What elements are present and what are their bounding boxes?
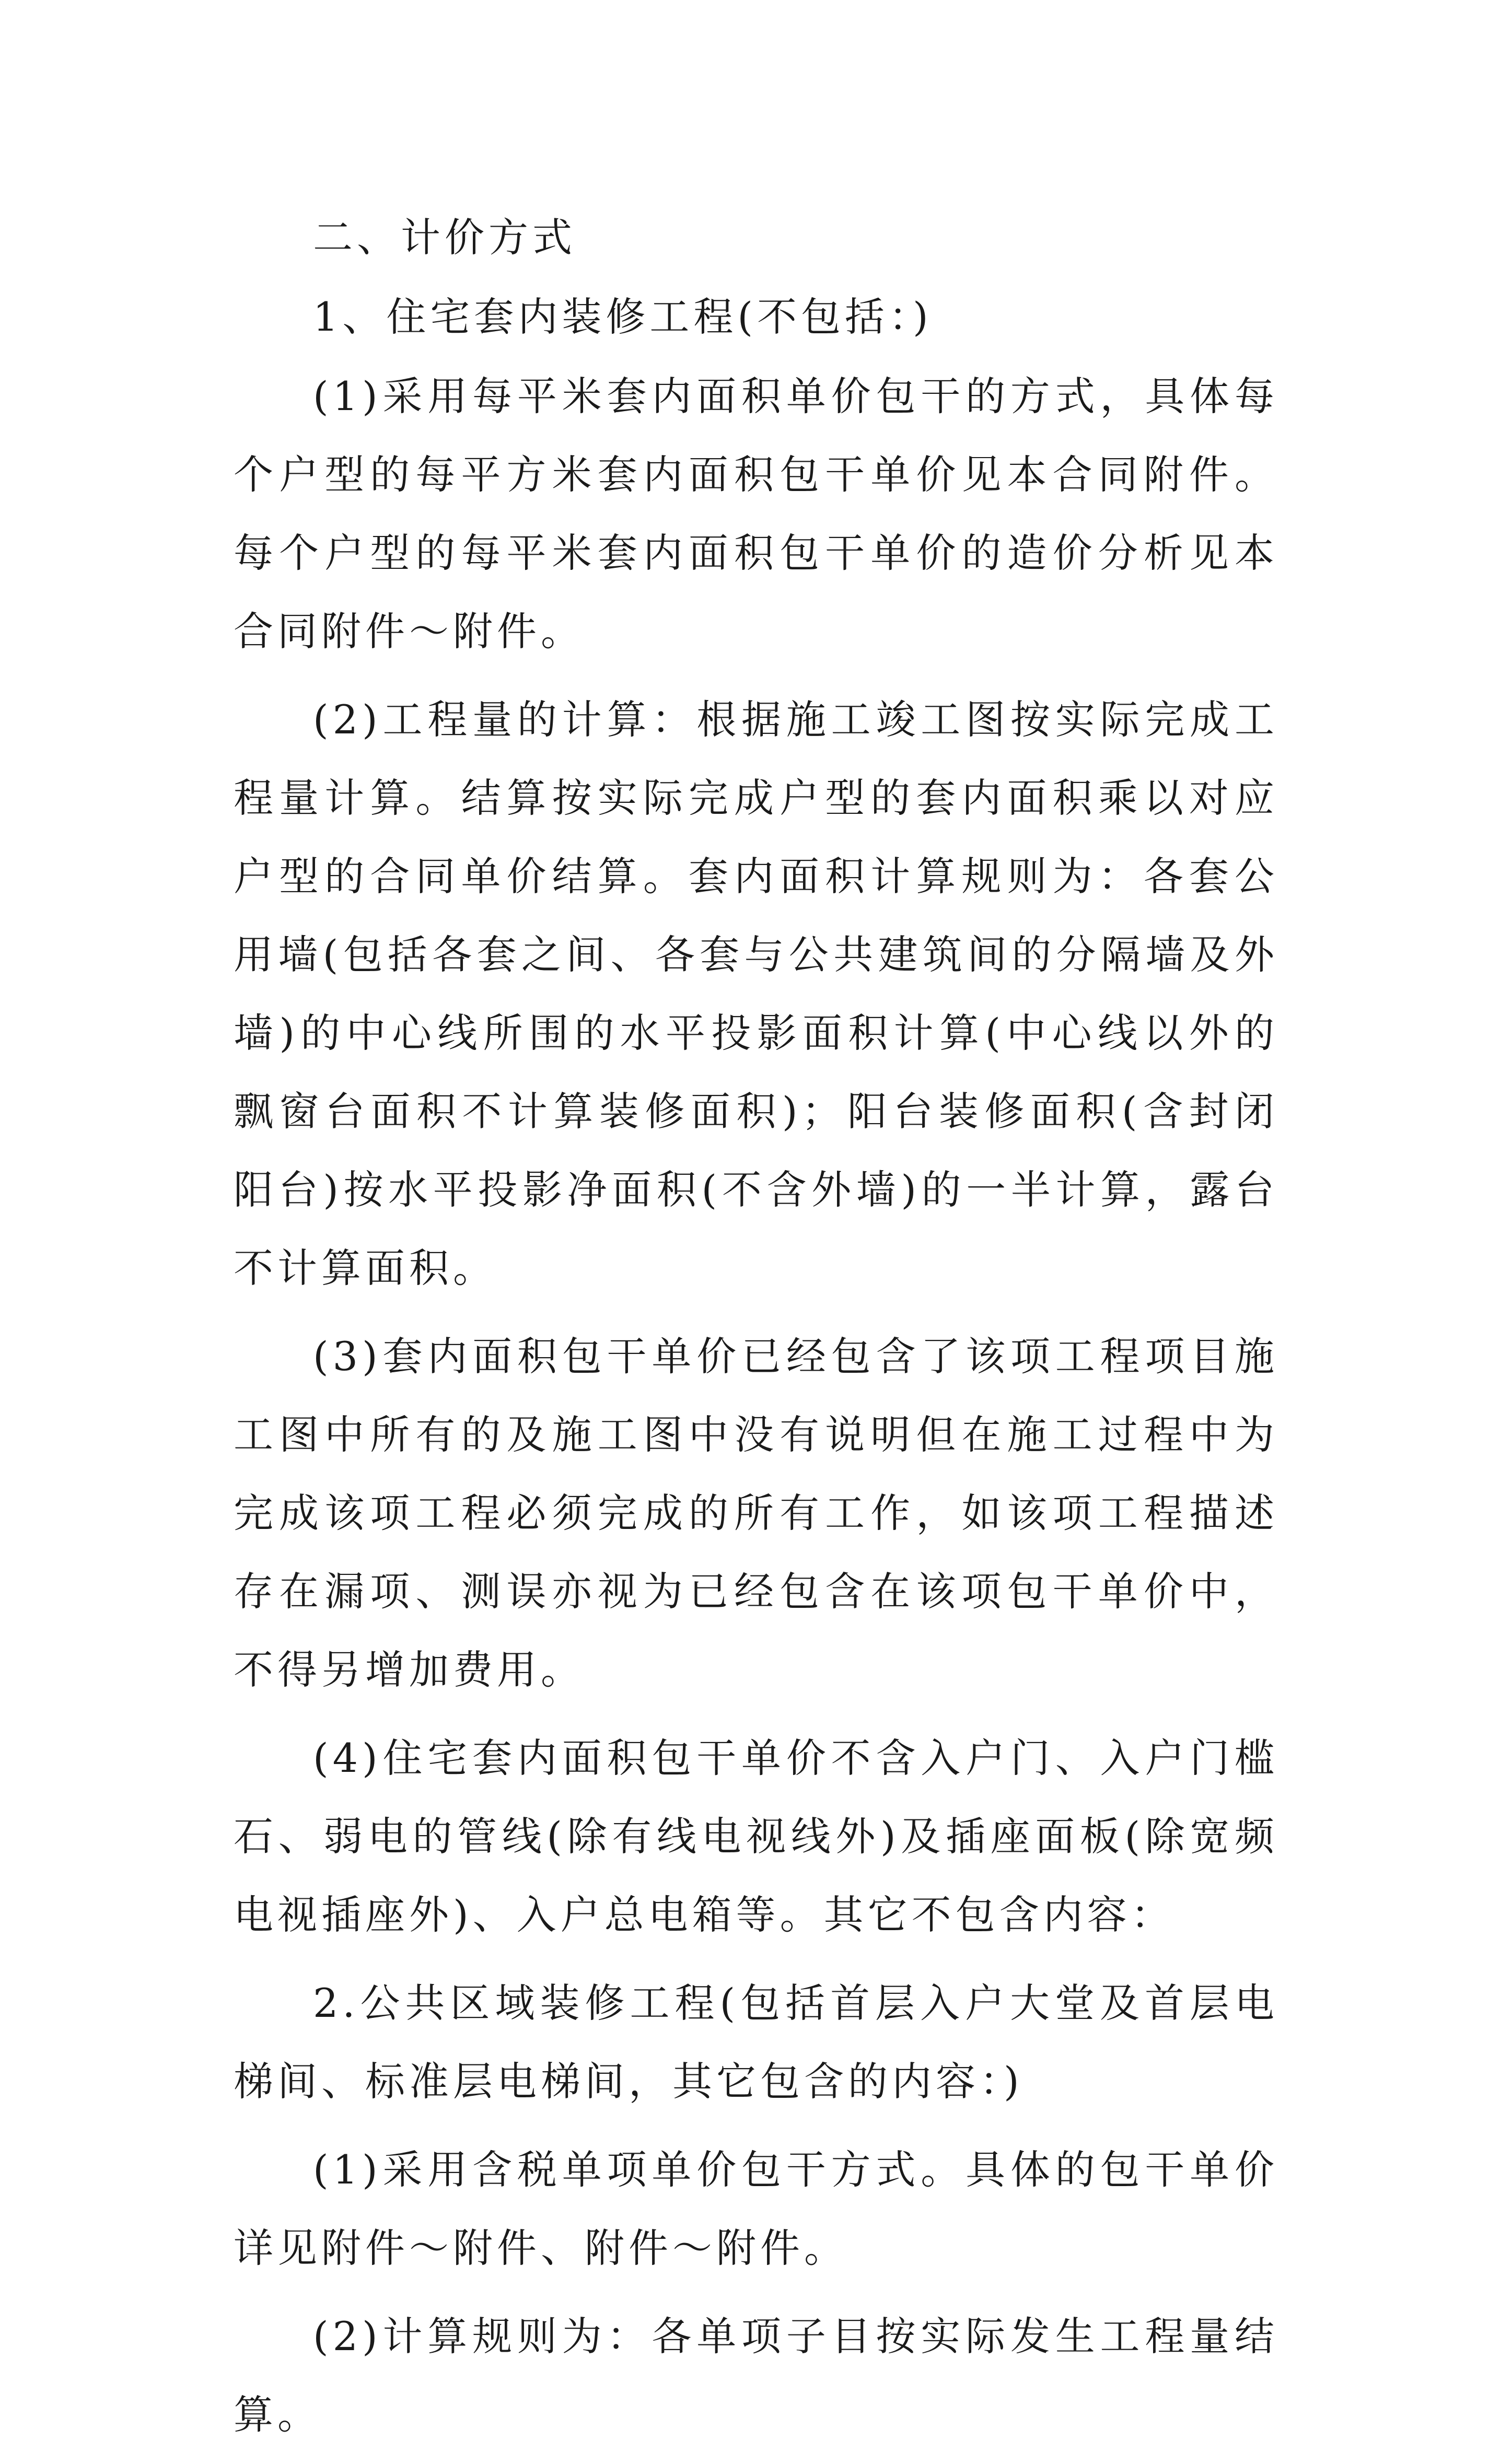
- item1-heading: 1、住宅套内装修工程(不包括：): [313, 294, 933, 340]
- item2-paragraph-1: (1)采用含税单项单价包干方式。具体的包干单价详见附件～附件、附件～附件。: [234, 2146, 1278, 2271]
- item2-heading: 2.公共区域装修工程(包括首层入户大堂及首层电梯间、标准层电梯间，其它包含的内容：): [234, 1980, 1278, 2105]
- section-heading: 二、计价方式: [313, 214, 576, 261]
- item2-paragraph-2: (2)计算规则为：各单项子目按实际发生工程量结算。: [234, 2313, 1278, 2438]
- item1-paragraph-4: (4)住宅套内面积包干单价不含入户门、入户门槛石、弱电的管线(除有线电视线外)及插座面板(除宽频电视插座外)、入户总电箱等。其它不包含内容：: [234, 1735, 1278, 1938]
- document-body: [234, 198, 1278, 2464]
- item1-paragraph-2: (2)工程量的计算：根据施工竣工图按实际完成工程量计算。结算按实际完成户型的套内面积乘以对应户型的合同单价结算。套内面积计算规则为：各套公用墙(包括各套之间、各套与公共建筑间的分隔墙及外墙)的中心线所围的水平投影面积计算(中心线以外的飘窗台面积不计算装修面积)；阳台装修面积(含封闭阳台)按水平投影净面积(不含外墙)的一半计算，露台不计算面积。: [234, 696, 1278, 1291]
- item1-paragraph-1: (1)采用每平米套内面积单价包干的方式，具体每个户型的每平方米套内面积包干单价见本合同附件。每个户型的每平米套内面积包干单价的造价分析见本合同附件～附件。: [234, 373, 1278, 655]
- item1-paragraph-3: (3)套内面积包干单价已经包含了该项工程项目施工图中所有的及施工图中没有说明但在施工过程中为完成该项工程必须完成的所有工作，如该项工程描述存在漏项、测误亦视为已经包含在该项包干单价中，不得另增加费用。: [234, 1333, 1278, 1693]
